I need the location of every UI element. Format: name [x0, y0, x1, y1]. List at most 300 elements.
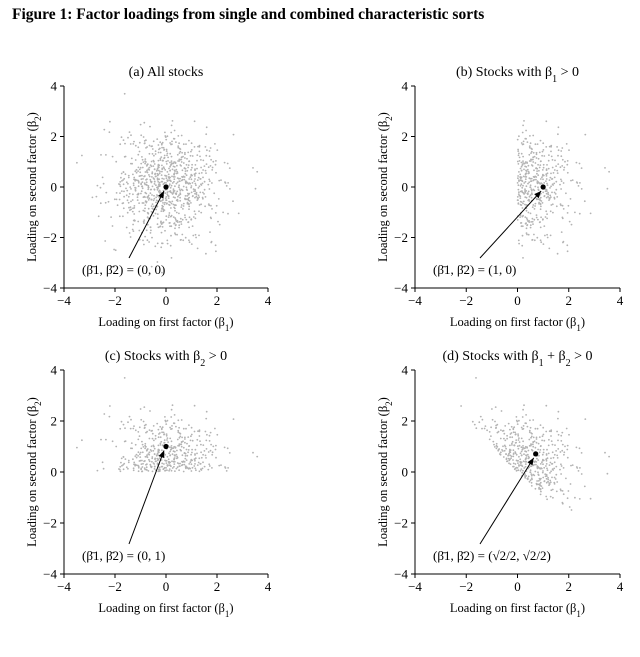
scatter-point — [521, 201, 523, 203]
scatter-point — [209, 155, 211, 157]
scatter-point — [557, 253, 559, 255]
scatter-point — [126, 194, 128, 196]
scatter-point — [211, 169, 213, 171]
scatter-point — [170, 207, 172, 209]
scatter-point — [510, 449, 512, 451]
scatter-point — [194, 431, 196, 433]
scatter-point — [115, 249, 117, 251]
scatter-point — [142, 178, 144, 180]
scatter-point — [161, 463, 163, 465]
scatter-point — [192, 225, 194, 227]
scatter-point — [208, 205, 210, 207]
scatter-point — [127, 468, 129, 470]
scatter-point — [510, 433, 512, 435]
scatter-point — [130, 236, 132, 238]
scatter-point — [195, 237, 197, 239]
scatter-point — [524, 191, 526, 193]
scatter-point — [177, 145, 179, 147]
scatter-point — [118, 183, 120, 185]
scatter-point — [550, 210, 552, 212]
scatter-point — [210, 242, 212, 244]
scatter-point — [511, 436, 513, 438]
scatter-point — [108, 201, 110, 203]
scatter-point — [566, 244, 568, 246]
y-tick-label: −2 — [43, 515, 57, 531]
scatter-point — [546, 169, 548, 171]
scatter-point — [175, 426, 177, 428]
scatter-point — [578, 470, 580, 472]
scatter-point — [176, 450, 178, 452]
scatter-point — [146, 196, 148, 198]
scatter-point — [147, 239, 149, 241]
scatter-point — [518, 437, 520, 439]
scatter-point — [553, 172, 555, 174]
scatter-point — [114, 198, 116, 200]
scatter-point — [119, 199, 121, 201]
scatter-point — [113, 249, 115, 251]
scatter-point — [526, 217, 528, 219]
scatter-point — [146, 466, 148, 468]
scatter-point — [568, 205, 570, 207]
scatter-point — [551, 156, 553, 158]
scatter-point — [178, 469, 180, 471]
scatter-point — [168, 216, 170, 218]
scatter-point — [158, 170, 160, 172]
scatter-point — [513, 453, 515, 455]
scatter-point — [132, 458, 134, 460]
scatter-point — [179, 192, 181, 194]
scatter-point — [519, 176, 521, 178]
scatter-point — [532, 206, 534, 208]
scatter-point — [183, 428, 185, 430]
y-axis-label: Loading on second factor $(\beta_2)$ — [376, 397, 394, 547]
scatter-point — [556, 205, 558, 207]
scatter-point — [498, 449, 500, 451]
scatter-point — [174, 170, 176, 172]
scatter-point — [172, 453, 174, 455]
y-tick-label: 0 — [401, 179, 408, 195]
scatter-point — [530, 180, 532, 182]
scatter-point — [522, 185, 524, 187]
scatter-point — [152, 203, 154, 205]
scatter-point — [541, 468, 543, 470]
scatter-point — [134, 205, 136, 207]
scatter-point — [525, 463, 527, 465]
scatter-point — [513, 445, 515, 447]
scatter-point — [526, 210, 528, 212]
scatter-point — [500, 452, 502, 454]
scatter-point — [204, 181, 206, 183]
scatter-point — [209, 231, 211, 233]
scatter-point — [152, 186, 154, 188]
scatter-point — [199, 440, 201, 442]
scatter-point — [179, 200, 181, 202]
scatter-point — [171, 176, 173, 178]
scatter-point — [519, 160, 521, 162]
scatter-point — [149, 145, 151, 147]
scatter-point — [581, 473, 583, 475]
scatter-point — [215, 244, 217, 246]
scatter-point — [528, 154, 530, 156]
scatter-point — [556, 481, 558, 483]
scatter-point — [121, 136, 123, 138]
scatter-point — [517, 196, 519, 198]
scatter-point — [190, 435, 192, 437]
scatter-point — [194, 463, 196, 465]
scatter-point — [227, 467, 229, 469]
scatter-point — [565, 478, 567, 480]
scatter-point — [555, 189, 557, 191]
scatter-point — [181, 135, 183, 137]
scatter-point — [525, 454, 527, 456]
scatter-point — [141, 178, 143, 180]
scatter-point — [178, 159, 180, 161]
scatter-point — [167, 180, 169, 182]
scatter-point — [188, 164, 190, 166]
scatter-point — [140, 124, 142, 126]
scatter-point — [530, 184, 532, 186]
scatter-point — [112, 225, 114, 227]
scatter-point — [173, 422, 175, 424]
scatter-point — [195, 218, 197, 220]
x-tick-label: 0 — [514, 579, 521, 594]
scatter-point — [124, 143, 126, 145]
scatter-point — [519, 197, 521, 199]
y-tick-label: −4 — [394, 566, 408, 582]
scatter-point — [157, 223, 159, 225]
scatter-point — [128, 196, 130, 198]
scatter-point — [518, 171, 520, 173]
scatter-point — [173, 447, 175, 449]
scatter-point — [534, 239, 536, 241]
scatter-point — [540, 494, 542, 496]
scatter-point — [527, 173, 529, 175]
scatter-point — [530, 188, 532, 190]
scatter-point — [512, 441, 514, 443]
scatter-point — [539, 484, 541, 486]
scatter-point — [532, 161, 534, 163]
scatter-point — [545, 180, 547, 182]
scatter-point — [215, 212, 217, 214]
scatter-point — [209, 180, 211, 182]
scatter-point — [163, 149, 165, 151]
scatter-point — [180, 239, 182, 241]
scatter-point — [201, 469, 203, 471]
scatter-point — [536, 480, 538, 482]
scatter-point — [563, 451, 565, 453]
scatter-point — [537, 186, 539, 188]
scatter-point — [530, 194, 532, 196]
scatter-point — [154, 245, 156, 247]
scatter-point — [543, 452, 545, 454]
scatter-point — [536, 466, 538, 468]
scatter-point — [520, 191, 522, 193]
scatter-point — [180, 443, 182, 445]
scatter-point — [151, 450, 153, 452]
scatter-point — [210, 165, 212, 167]
scatter-point — [160, 441, 162, 443]
scatter-point — [169, 427, 171, 429]
scatter-point — [556, 146, 558, 148]
scatter-point — [97, 470, 99, 472]
scatter-point — [164, 230, 166, 232]
scatter-point — [100, 187, 102, 189]
scatter-point — [161, 449, 163, 451]
scatter-point — [538, 170, 540, 172]
y-tick-label: 2 — [401, 413, 408, 429]
scatter-point — [191, 164, 193, 166]
scatter-point — [545, 190, 547, 192]
scatter-point — [205, 133, 207, 135]
scatter-point — [550, 196, 552, 198]
scatter-point — [590, 498, 592, 500]
scatter-point — [129, 193, 131, 195]
scatter-point — [156, 423, 158, 425]
scatter-point — [225, 467, 227, 469]
x-axis-label: Loading on first factor $(\beta_1)$ — [98, 315, 234, 333]
scatter-point — [161, 171, 163, 173]
scatter-point — [202, 169, 204, 171]
scatter-point — [508, 460, 510, 462]
scatter-point — [183, 186, 185, 188]
scatter-point — [166, 462, 168, 464]
scatter-point — [579, 467, 581, 469]
scatter-point — [202, 461, 204, 463]
scatter-point — [539, 152, 541, 154]
scatter-point — [567, 212, 569, 214]
scatter-point — [571, 509, 573, 511]
scatter-point — [175, 446, 177, 448]
scatter-point — [168, 179, 170, 181]
scatter-point — [147, 188, 149, 190]
scatter-point — [135, 429, 137, 431]
scatter-point — [202, 177, 204, 179]
scatter-point — [185, 182, 187, 184]
scatter-point — [200, 159, 202, 161]
scatter-point — [153, 463, 155, 465]
scatter-point — [219, 224, 221, 226]
scatter-point — [182, 239, 184, 241]
scatter-point — [540, 178, 542, 180]
scatter-point — [550, 185, 552, 187]
scatter-point — [186, 459, 188, 461]
scatter-point — [103, 413, 105, 415]
scatter-point — [178, 427, 180, 429]
scatter-point — [570, 180, 572, 182]
scatter-point — [189, 468, 191, 470]
scatter-point — [537, 143, 539, 145]
scatter-point — [171, 192, 173, 194]
scatter-point — [195, 449, 197, 451]
y-axis-label: Loading on second factor $(\beta_2)$ — [25, 397, 43, 547]
panel-a — [25, 65, 272, 333]
scatter-point — [513, 449, 515, 451]
y-tick-label: −2 — [394, 515, 408, 531]
scatter-point — [552, 451, 554, 453]
scatter-point — [146, 146, 148, 148]
scatter-point — [495, 406, 497, 408]
scatter-point — [121, 190, 123, 192]
scatter-point — [561, 165, 563, 167]
scatter-point — [186, 174, 188, 176]
scatter-point — [144, 142, 146, 144]
scatter-point — [140, 134, 142, 136]
scatter-point — [160, 152, 162, 154]
scatter-point — [550, 431, 552, 433]
scatter-point — [149, 126, 151, 128]
scatter-point — [133, 177, 135, 179]
scatter-point — [181, 446, 183, 448]
scatter-point — [153, 206, 155, 208]
scatter-point — [566, 143, 568, 145]
figure-title: Figure 1: Factor loadings from single and combined characteristic sorts — [12, 6, 485, 23]
scatter-point — [194, 197, 196, 199]
scatter-point — [202, 160, 204, 162]
scatter-point — [524, 162, 526, 164]
scatter-point — [534, 471, 536, 473]
scatter-point — [529, 430, 531, 432]
scatter-point — [137, 431, 139, 433]
scatter-point — [123, 196, 125, 198]
scatter-point — [148, 208, 150, 210]
scatter-point — [176, 468, 178, 470]
scatter-point — [186, 443, 188, 445]
scatter-point — [200, 463, 202, 465]
scatter-point — [475, 377, 477, 379]
scatter-point — [120, 462, 122, 464]
scatter-point — [177, 154, 179, 156]
scatter-point — [124, 441, 126, 443]
scatter-point — [164, 182, 166, 184]
scatter-point — [540, 206, 542, 208]
scatter-point — [210, 159, 212, 161]
scatter-point — [542, 202, 544, 204]
scatter-point — [523, 141, 525, 143]
scatter-point — [517, 182, 519, 184]
scatter-point — [553, 457, 555, 459]
scatter-point — [123, 139, 125, 141]
scatter-point — [213, 192, 215, 194]
scatter-point — [170, 448, 172, 450]
scatter-point — [162, 142, 164, 144]
scatter-point — [474, 424, 476, 426]
scatter-point — [167, 171, 169, 173]
scatter-point — [540, 140, 542, 142]
scatter-point — [506, 438, 508, 440]
scatter-point — [122, 202, 124, 204]
scatter-point — [118, 468, 120, 470]
scatter-point — [549, 483, 551, 485]
scatter-point — [144, 469, 146, 471]
scatter-point — [215, 250, 217, 252]
scatter-point — [194, 169, 196, 171]
scatter-point — [154, 189, 156, 191]
scatter-point — [529, 419, 531, 421]
scatter-point — [211, 208, 213, 210]
scatter-point — [530, 465, 532, 467]
scatter-point — [542, 472, 544, 474]
scatter-point — [530, 152, 532, 154]
scatter-point — [570, 198, 572, 200]
scatter-point — [162, 226, 164, 228]
scatter-point — [218, 198, 220, 200]
scatter-point — [546, 218, 548, 220]
scatter-point — [193, 216, 195, 218]
scatter-point — [590, 213, 592, 215]
scatter-point — [180, 218, 182, 220]
scatter-point — [212, 167, 214, 169]
scatter-point — [164, 192, 166, 194]
scatter-point — [171, 425, 173, 427]
scatter-point — [174, 185, 176, 187]
scatter-point — [178, 227, 180, 229]
scatter-point — [205, 170, 207, 172]
scatter-point — [155, 435, 157, 437]
scatter-point — [517, 175, 519, 177]
scatter-point — [155, 209, 157, 211]
scatter-point — [541, 155, 543, 157]
scatter-point — [144, 196, 146, 198]
scatter-point — [522, 160, 524, 162]
scatter-point — [537, 174, 539, 176]
scatter-point — [484, 428, 486, 430]
scatter-point — [174, 227, 176, 229]
scatter-point — [524, 447, 526, 449]
scatter-point — [525, 174, 527, 176]
scatter-point — [544, 195, 546, 197]
scatter-point — [191, 178, 193, 180]
scatter-point — [194, 210, 196, 212]
x-tick-label: 4 — [264, 293, 272, 308]
scatter-point — [168, 214, 170, 216]
scatter-point — [171, 445, 173, 447]
scatter-point — [191, 185, 193, 187]
scatter-points — [76, 377, 258, 472]
scatter-point — [171, 185, 173, 187]
scatter-point — [513, 463, 515, 465]
scatter-point — [167, 157, 169, 159]
scatter-point — [154, 173, 156, 175]
scatter-point — [171, 143, 173, 145]
scatter-point — [490, 426, 492, 428]
scatter-point — [199, 146, 201, 148]
scatter-point — [534, 205, 536, 207]
scatter-point — [164, 157, 166, 159]
scatter-point — [527, 141, 529, 143]
scatter-point — [123, 183, 125, 185]
scatter-point — [542, 487, 544, 489]
scatter-point — [123, 171, 125, 173]
scatter-point — [137, 455, 139, 457]
scatter-point — [188, 449, 190, 451]
scatter-point — [518, 420, 520, 422]
scatter-point — [178, 186, 180, 188]
scatter-point — [504, 445, 506, 447]
scatter-point — [209, 188, 211, 190]
scatter-point — [127, 199, 129, 201]
scatter-point — [161, 181, 163, 183]
scatter-point — [535, 447, 537, 449]
scatter-point — [175, 219, 177, 221]
scatter-point — [517, 433, 519, 435]
scatter-point — [194, 178, 196, 180]
scatter-point — [581, 167, 583, 169]
scatter-point — [543, 440, 545, 442]
scatter-point — [146, 449, 148, 451]
scatter-point — [528, 234, 530, 236]
scatter-point — [528, 476, 530, 478]
scatter-point — [527, 169, 529, 171]
